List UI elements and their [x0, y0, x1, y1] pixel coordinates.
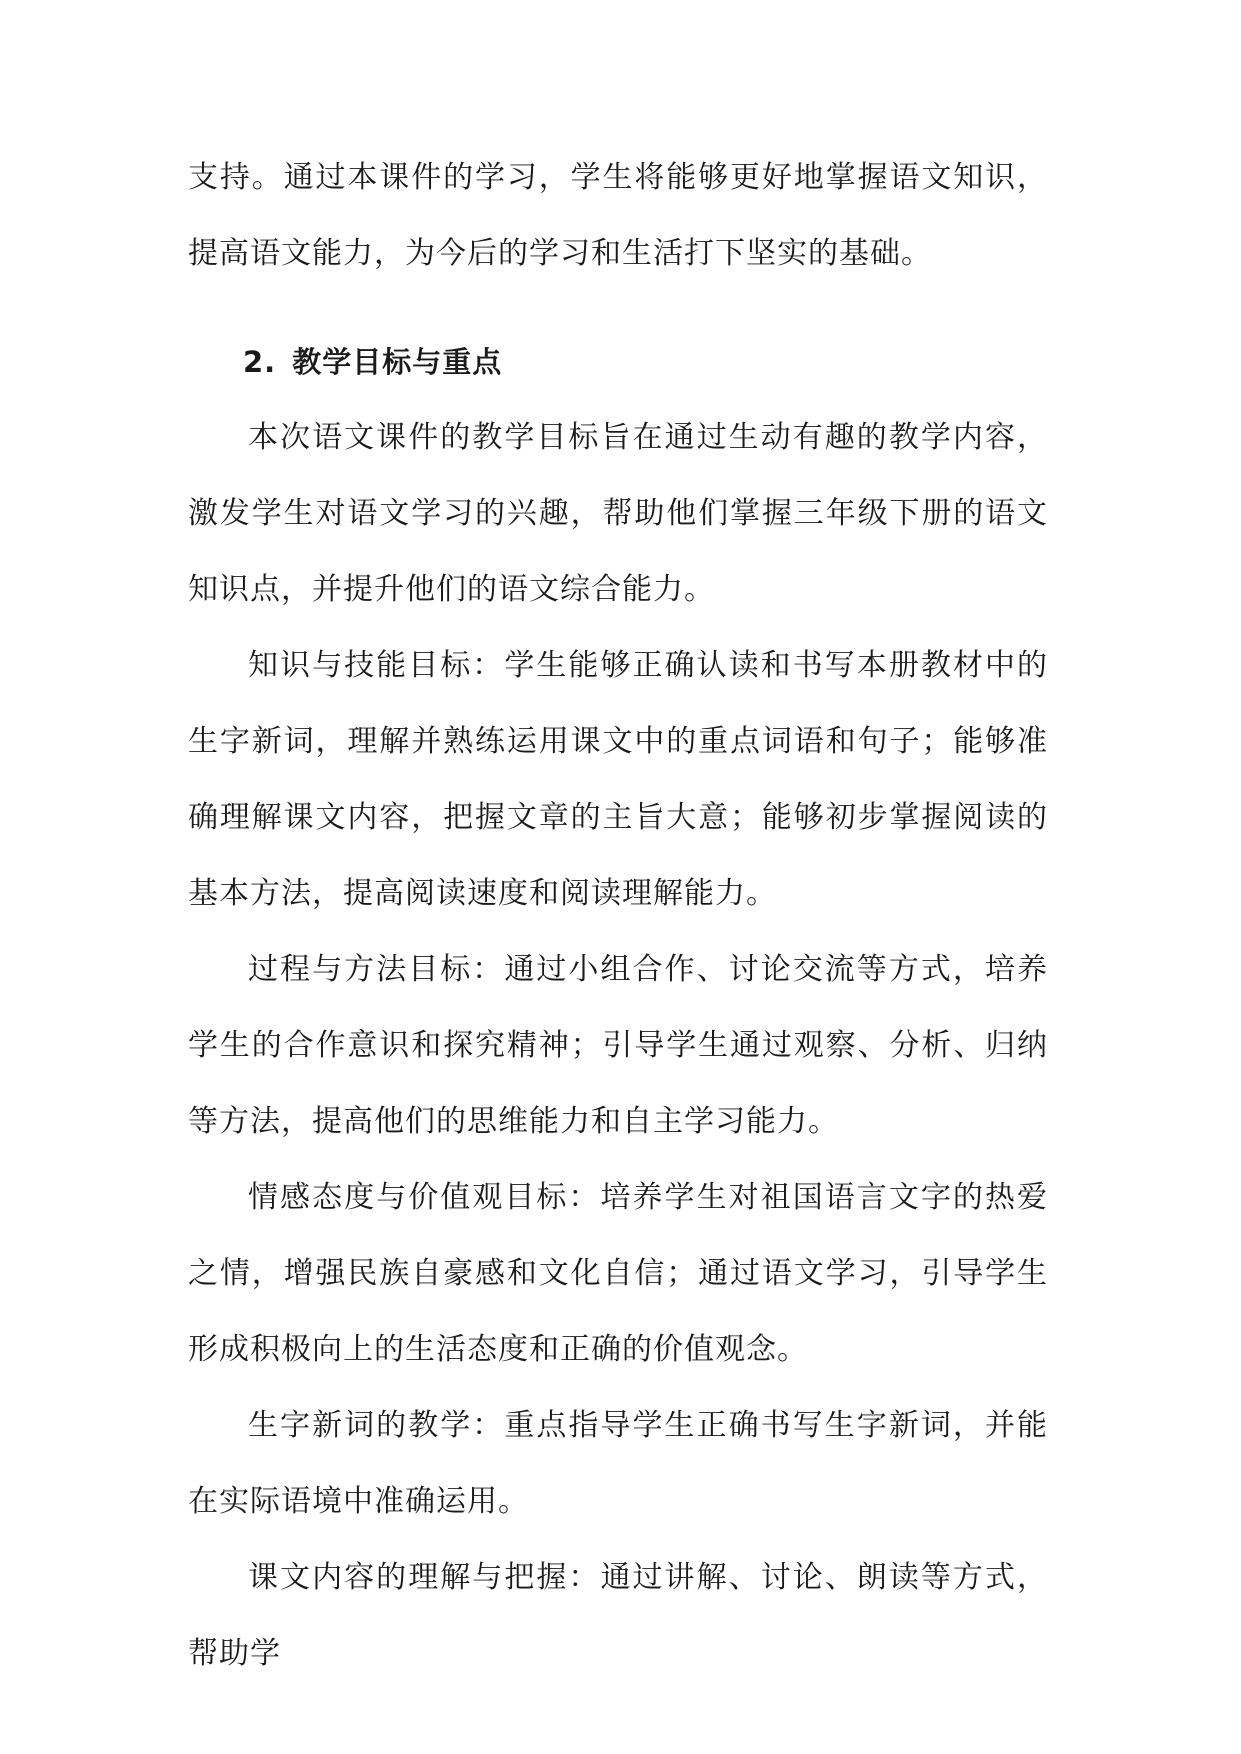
section-title: 教学目标与重点: [292, 345, 503, 379]
paragraph-process-goal: 过程与方法目标：通过小组合作、讨论交流等方式，培养学生的合作意识和探究精神；引导学生通过观察、分析、归纳等方法，提高他们的思维能力和自主学习能力。: [188, 952, 1048, 1139]
paragraph-intro: 本次语文课件的教学目标旨在通过生动有趣的教学内容，激发学生对语文学习的兴趣，帮助他们掌握三年级下册的语文知识点，并提升他们的语文综合能力。: [188, 420, 1048, 607]
paragraph-text-focus: 课文内容的理解与把握：通过讲解、讨论、朗读等方式，帮助学: [188, 1560, 1048, 1671]
section-heading: [188, 324, 1048, 400]
document-body: [188, 140, 1048, 1692]
section-number: 2.: [243, 345, 277, 379]
paragraph-knowledge-goal: 知识与技能目标：学生能够正确认读和书写本册教材中的生字新词，理解并熟练运用课文中的重点词语和句子；能够准确理解课文内容，把握文章的主旨大意；能够初步掌握阅读的基本方法，提高阅读速度和阅读理解能力。: [188, 648, 1048, 911]
paragraph-emotion-goal: 情感态度与价值观目标：培养学生对祖国语言文字的热爱之情，增强民族自豪感和文化自信；通过语文学习，引导学生形成积极向上的生活态度和正确的价值观念。: [188, 1180, 1048, 1367]
paragraph-vocabulary-focus: 生字新词的教学：重点指导学生正确书写生字新词，并能在实际语境中准确运用。: [188, 1408, 1048, 1519]
continued-paragraph: 支持。通过本课件的学习，学生将能够更好地掌握语文知识，提高语文能力，为今后的学习和生活打下坚实的基础。: [188, 160, 1048, 271]
